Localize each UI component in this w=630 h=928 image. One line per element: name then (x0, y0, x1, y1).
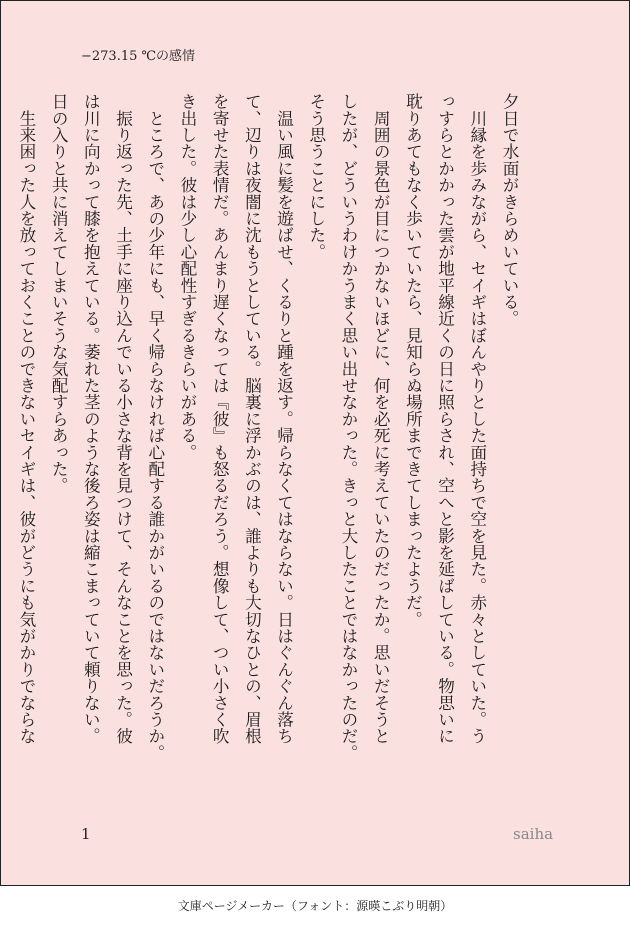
text-line: 川縁を歩みながら、セイギはぼんやりとした面持ちで空を見た。赤々としていた。う (467, 93, 487, 745)
text-line: 温い風に髪を遊ばせ、くるりと踵を返す。帰らなくてはならない。日はぐんぐん落ち (274, 93, 294, 745)
text-line: を寄せた表情だ。あんまり遅くなっては『彼』も怒るだろう。想像して、つい小さく吹 (210, 93, 230, 745)
text-line: き出した。彼は少し心配性すぎるきらいがある。 (177, 93, 197, 461)
text-line: 日の入りと共に消えてしまいそうな気配すらあった。 (49, 93, 69, 494)
text-line: ところで、あの少年にも、早く帰らなければ心配する誰かがいるのではないだろうか。 (145, 93, 165, 761)
text-line: 振り返った先、土手に座り込んでいる小さな背を見つけて、そんなことを思った。彼 (113, 93, 133, 745)
text-line: そう思うことにした。 (306, 93, 326, 260)
author-name: saiha (513, 825, 554, 843)
text-line: は川に向かって膝を抱えている。萎れた茎のような後ろ姿は縮こまっていて頼りない。 (81, 93, 101, 745)
text-line: 夕日で水面がきらめいている。 (500, 93, 519, 327)
text-line: 耽りあてもなく歩いていたら、見知らぬ場所まできてしまったようだ。 (403, 93, 423, 628)
text-line: て、辺りは夜闇に沈もうとしている。脳裏に浮かぶのは、誰よりも大切なひとの、眉根 (242, 93, 262, 745)
page-number: 1 (81, 825, 91, 843)
text-line: したが、どういうわけかうまく思い出せなかった。きっと大したことではなかったのだ。 (338, 93, 358, 761)
text-line: っすらとかかった雲が地平線近くの日に照らされ、空へと影を延ばしている。物思いに (435, 93, 455, 745)
running-header-title: −273.15 ℃の感情 (81, 49, 196, 64)
generator-credit: 文庫ページメーカー（フォント：源暎こぶり明朝） (177, 899, 453, 913)
text-line: 周囲の景色が目につかないほどに、何を必死に考えていたのだったか。思いだそうと (371, 93, 391, 745)
text-line: 生来困った人を放っておくことのできないセイギは、彼がどうにも気がかりでならな (16, 93, 36, 745)
vertical-body-text (16, 93, 525, 793)
